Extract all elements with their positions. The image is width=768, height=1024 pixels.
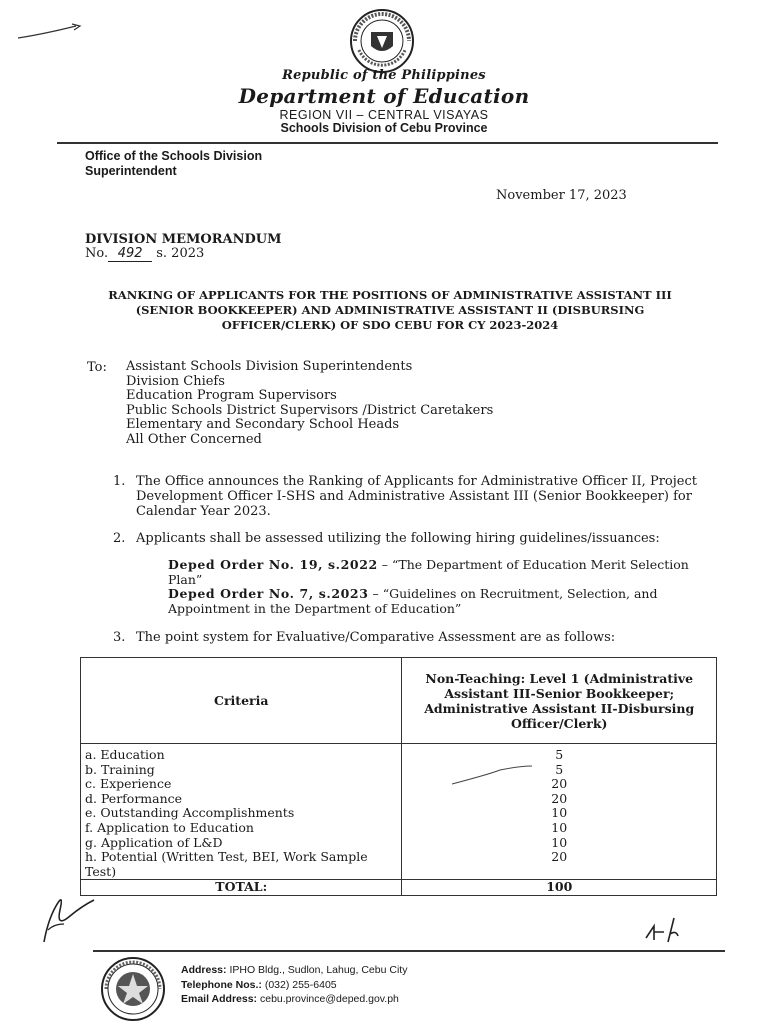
table-row (81, 777, 717, 792)
memo-heading: DIVISION MEMORANDUM (85, 232, 282, 247)
republic-line: Republic of the Philippines (282, 68, 486, 83)
criteria-cell: e. Outstanding Accomplishments (81, 806, 402, 821)
points-cell: 5 (402, 763, 717, 778)
points-cell: 5 (402, 744, 717, 763)
office-name: Office of the Schools Division Superintendent (85, 149, 263, 178)
phone-value: (032) 255-6405 (264, 978, 337, 991)
footer-address-line (181, 963, 407, 978)
points-cell: 10 (402, 836, 717, 851)
table-row (81, 792, 717, 807)
division-seal-icon (100, 956, 166, 1022)
memo-series: s. 2023 (156, 246, 205, 261)
list-item: Public Schools District Supervisors /District Caretakers (126, 402, 494, 418)
points-header: Non-Teaching: Level 1 (Administrative Assistant III-Senior Bookkeeper; Administrative Assistant II-Disbursing Officer/Clerk) (402, 658, 717, 744)
deped-seal-icon (349, 8, 415, 74)
list-item: Assistant Schools Division Superintendents (126, 359, 413, 374)
footer-email-line (181, 992, 407, 1007)
points-cell: 20 (402, 792, 717, 807)
memo-date: November 17, 2023 (496, 188, 627, 203)
signature-mark (34, 880, 104, 950)
address-label: Address: (181, 964, 227, 976)
points-cell: 10 (402, 821, 717, 836)
criteria-cell: h. Potential (Written Test, BEI, Work Sample Test) (81, 850, 402, 880)
memo-no-label: No. (85, 246, 109, 261)
list-item: All Other Concerned (126, 431, 262, 447)
memo-subject: RANKING OF APPLICANTS FOR THE POSITIONS OF ADMINISTRATIVE ASSISTANT III (SENIOR BOOKKEEPER) AND ADMINISTRATIVE ASSISTANT II (DISBURSING OFFICER/CLERK) OF SDO CEBU FOR CY 2023-2024 (108, 288, 672, 332)
header-divider (57, 142, 718, 144)
paragraph-1 (113, 474, 733, 524)
criteria-cell: d. Performance (81, 792, 402, 807)
issuance-2 (168, 587, 704, 616)
issuance-1 (168, 558, 704, 587)
criteria-header: Criteria (81, 658, 402, 744)
table-row (81, 806, 717, 821)
criteria-cell: c. Experience (81, 777, 402, 792)
email-value: cebu.province@deped.gov.ph (259, 993, 399, 1005)
criteria-cell: f. Application to Education (81, 821, 402, 836)
handwritten-mark (14, 18, 84, 48)
paragraph-number: 1. (113, 474, 126, 489)
list-item: Education Program Supervisors (126, 388, 337, 403)
table-row (81, 744, 717, 763)
criteria-cell: g. Application of L&D (81, 836, 402, 851)
footer-contact (181, 963, 407, 1007)
paragraph-text: Applicants shall be assessed utilizing the following hiring guidelines/issuances: (136, 531, 660, 546)
issuance-description: – “Guidelines on Recruitment, Selection, and Appointment in the Department of Education” (168, 586, 658, 616)
paragraph-number: 3. (113, 630, 126, 645)
criteria-cell: a. Education (81, 744, 402, 763)
points-cell: 20 (402, 777, 717, 792)
paragraph-3 (113, 630, 733, 648)
email-label: Email Address: (181, 993, 258, 1005)
criteria-cell: b. Training (81, 763, 402, 778)
footer-divider (93, 950, 725, 952)
table-row (81, 850, 717, 880)
paragraph-text: The point system for Evaluative/Comparative Assessment are as follows: (136, 630, 616, 645)
points-cell: 20 (402, 850, 717, 880)
memo-number-line (85, 246, 204, 262)
paragraph-text: The Office announces the Ranking of Applicants for Administrative Officer II, Project Development Officer I-SHS and Administrative Assistant III (Senior Bookkeeper) for Calendar Year 2023. (136, 474, 697, 519)
division-line: Schools Division of Cebu Province (280, 121, 488, 135)
list-item: Division Chiefs (126, 373, 225, 389)
memo-number: 492 (108, 246, 152, 262)
table-total-row (81, 880, 717, 896)
total-label: TOTAL: (81, 880, 402, 896)
department-name: Department of Education (238, 84, 530, 108)
phone-label: Telephone Nos.: (181, 978, 262, 991)
points-cell: 10 (402, 806, 717, 821)
region-line: REGION VII – CENTRAL VISAYAS (279, 108, 489, 122)
recipient-list (126, 360, 493, 447)
issuance-description: – “The Department of Education Merit Selection Plan” (168, 557, 689, 587)
paragraph-number: 2. (113, 531, 126, 546)
initials-mark (640, 912, 690, 948)
table-row (81, 821, 717, 836)
pen-stroke (440, 760, 540, 790)
table-header-row (81, 658, 717, 744)
table-row (81, 763, 717, 778)
footer-phone-line (181, 978, 407, 993)
issuance-order: Deped Order No. 7, s.2023 (168, 586, 369, 601)
table-row (81, 836, 717, 851)
total-value: 100 (402, 880, 717, 896)
issuance-order: Deped Order No. 19, s.2022 (168, 557, 378, 572)
address-value: IPHO Bldg., Sudlon, Lahug, Cebu City (229, 964, 408, 976)
point-system-table (80, 657, 717, 896)
paragraph-2 (113, 531, 733, 549)
list-item: Elementary and Secondary School Heads (126, 417, 400, 432)
to-label: To: (87, 360, 107, 375)
